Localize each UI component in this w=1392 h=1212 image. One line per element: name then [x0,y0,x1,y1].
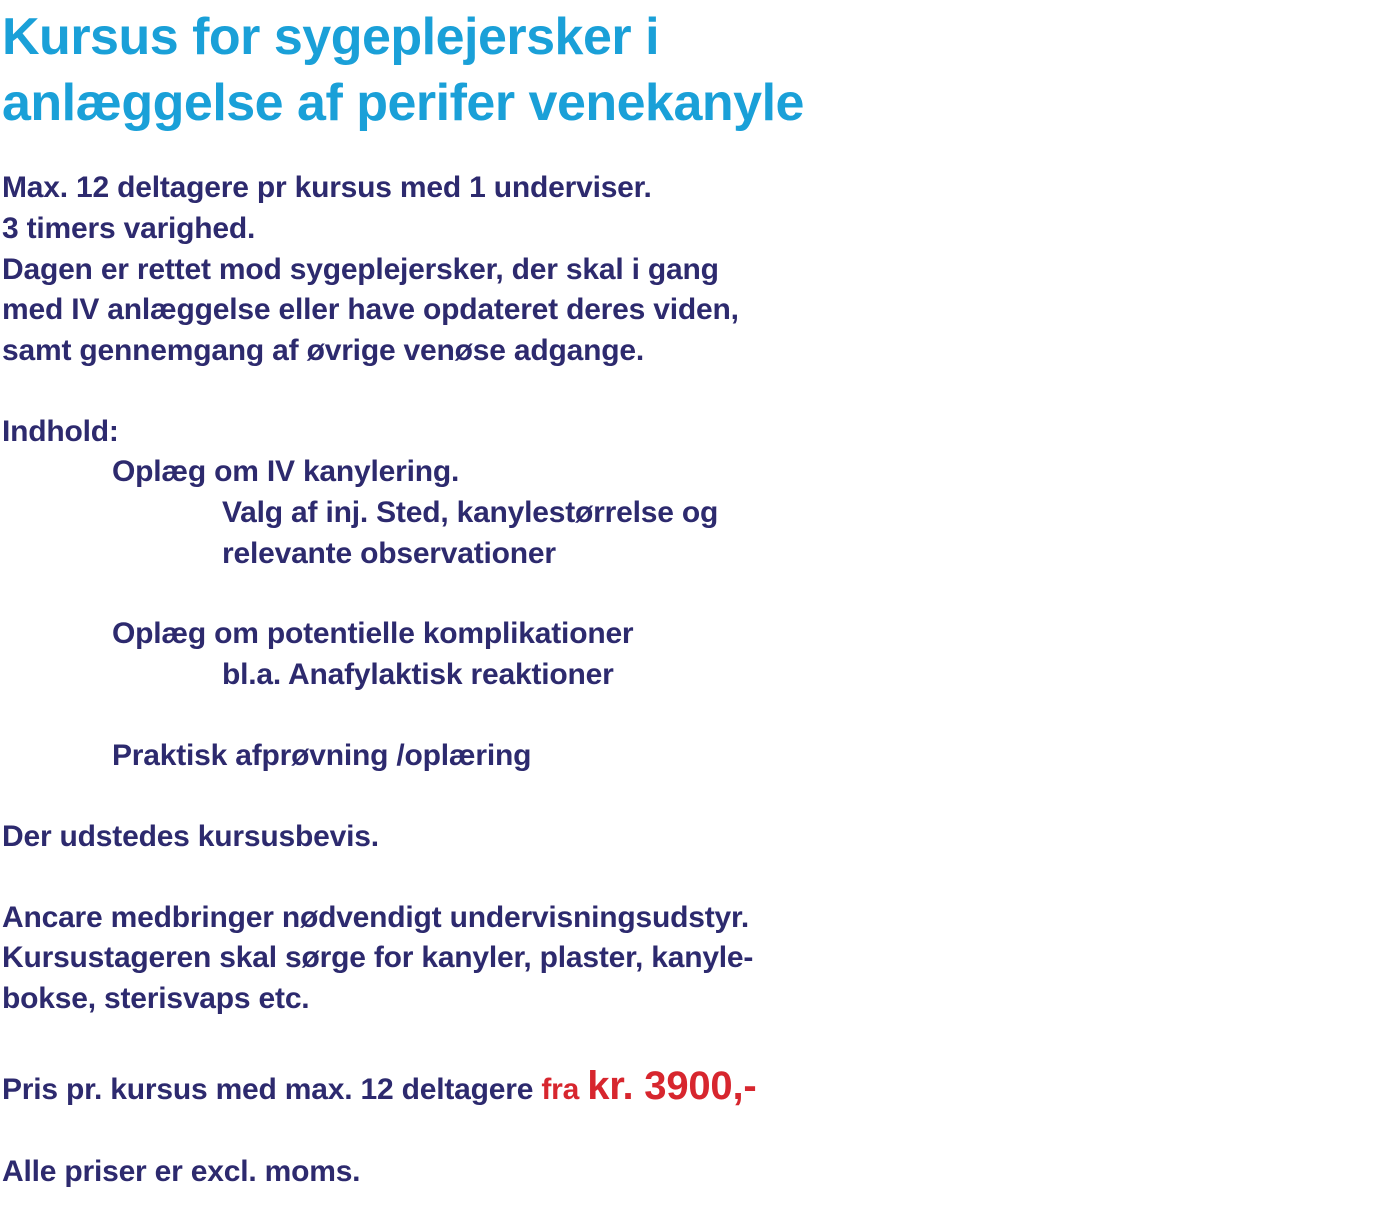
intro-line-participants: Max. 12 deltagere pr kursus med 1 underviser. [2,171,652,204]
price-from: fra [541,1073,580,1106]
vat-note: Alle priser er excl. moms. [2,1155,361,1188]
equipment-line-2: Kursustageren skal sørge for kanyler, plaster, kanyle- [2,941,754,974]
content-heading: Indhold: [2,415,119,448]
price-line [2,1066,757,1110]
intro-line-target-2: med IV anlæggelse eller have opdateret deres viden, [2,293,739,326]
content-item-iv-sub-2: relevante observationer [222,537,556,570]
content-item-practice: Praktisk afprøvning /oplæring [112,739,532,772]
intro-line-duration: 3 timers varighed. [2,212,256,245]
price-amount: kr. 3900,- [587,1064,757,1108]
intro-line-target-3: samt gennemgang af øvrige venøse adgange. [2,334,644,367]
intro-line-target-1: Dagen er rettet mod sygeplejersker, der skal i gang [2,253,719,286]
content-item-iv: Oplæg om IV kanylering. [112,455,460,488]
title-line-2: anlæggelse af perifer venekanyle [2,74,804,132]
certificate-note: Der udstedes kursusbevis. [2,820,379,853]
content-item-complications: Oplæg om potentielle komplikationer [112,617,634,650]
price-text: Pris pr. kursus med max. 12 deltagere [2,1073,534,1106]
content-item-iv-sub-1: Valg af inj. Sted, kanylestørrelse og [222,496,719,529]
equipment-line-3: bokse, sterisvaps etc. [2,982,310,1015]
content-item-complications-sub: bl.a. Anafylaktisk reaktioner [222,658,614,691]
equipment-line-1: Ancare medbringer nødvendigt undervisningsudstyr. [2,901,749,934]
title-line-1: Kursus for sygeplejersker i [2,8,660,66]
page-title [2,4,804,136]
